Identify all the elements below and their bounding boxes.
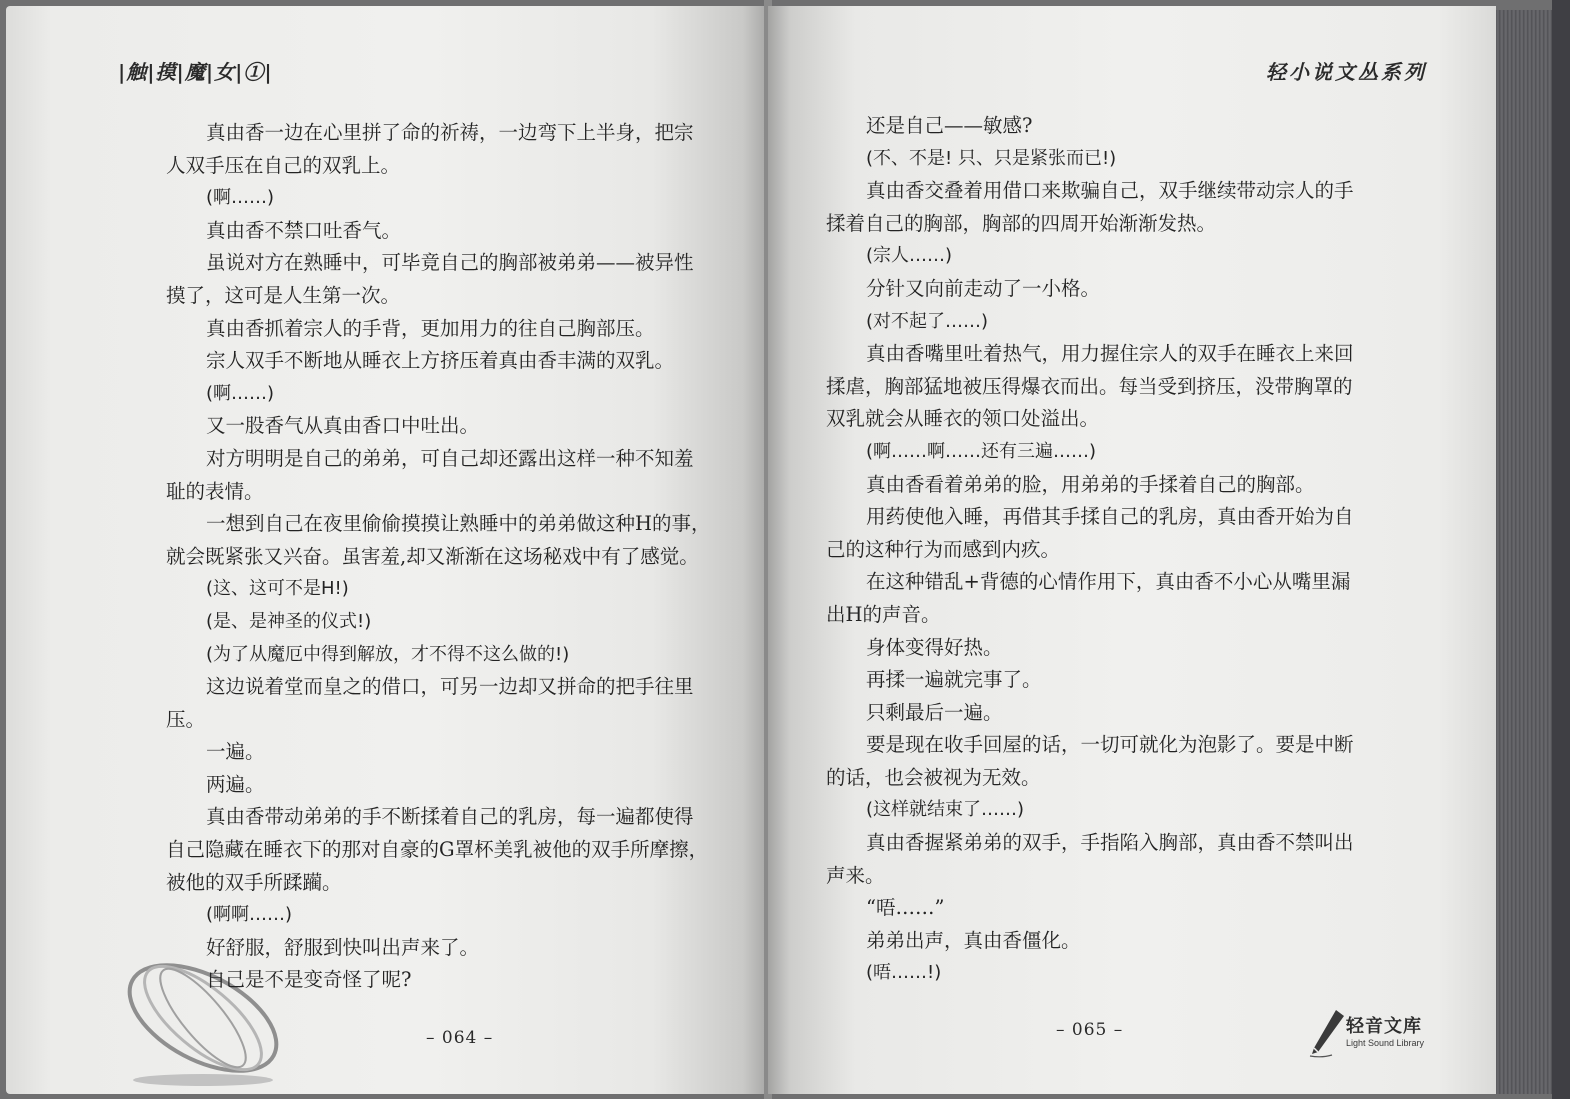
text-line: 真由香嘴里吐着热气，用力握住宗人的双手在睡衣上来回 — [866, 342, 1354, 366]
text-line: 对方明明是自己的弟弟，可自己却还露出这样一种不知羞 — [206, 446, 694, 470]
publisher-logo — [1306, 1008, 1436, 1060]
text-line: 再揉一遍就完事了。 — [866, 668, 1042, 692]
pen-nib-icon — [1306, 1008, 1346, 1060]
text-line: 压。 — [166, 707, 206, 731]
text-line: 真由香抓着宗人的手背，更加用力的往自己胸部压。 — [206, 316, 655, 340]
text-line: 要是现在收手回屋的话，一切可就化为泡影了。要是中断 — [866, 733, 1354, 757]
text-line: 一想到自己在夜里偷偷摸摸让熟睡中的弟弟做这种H的事， — [206, 512, 711, 536]
text-line: (是、是神圣的仪式!) — [206, 610, 372, 632]
text-line: 人双手压在自己的双乳上。 — [166, 153, 401, 177]
text-line: 用药使他入睡，再借其手揉自己的乳房，真由香开始为自 — [866, 505, 1354, 529]
text-line: 揉着自己的胸部，胸部的四周开始渐渐发热。 — [826, 211, 1217, 235]
text-line: (宗人……) — [866, 245, 953, 267]
logo-title: 轻音文库 — [1346, 1016, 1422, 1037]
text-line: 又一股香气从真由香口中吐出。 — [206, 414, 480, 438]
text-line: 真由香交叠着用借口来欺骗自己，双手继续带动宗人的手 — [866, 179, 1354, 203]
text-line: 弟弟出声，真由香僵化。 — [866, 928, 1081, 952]
text-line: (这、这可不是H!) — [206, 578, 349, 600]
text-line: (对不起了……) — [866, 310, 989, 332]
text-line: 摸了，这可是人生第一次。 — [166, 283, 401, 307]
right-page-text — [826, 110, 1388, 990]
text-line: 出H的声音。 — [826, 602, 941, 626]
text-line: (这样就结束了……) — [866, 799, 1025, 821]
text-line: 双乳就会从睡衣的领口处溢出。 — [826, 407, 1100, 431]
book-cover-edge — [1552, 0, 1570, 1099]
text-line: (啊……) — [206, 382, 275, 404]
text-line: 还是自己——敏感? — [866, 114, 1033, 137]
text-line: 在这种错乱+背德的心情作用下，真由香不小心从嘴里漏 — [866, 570, 1351, 594]
text-line: 声来。 — [826, 863, 885, 887]
text-line: “唔……” — [866, 896, 945, 920]
text-line: (唔……!) — [866, 962, 942, 984]
right-page-number: – 065 – — [1056, 1020, 1124, 1040]
text-line: 真由香不禁口吐香气。 — [206, 218, 402, 242]
text-line: 己的这种行为而感到内疚。 — [826, 537, 1061, 561]
text-line: 好舒服，舒服到快叫出声来了。 — [206, 935, 480, 959]
text-line: 身体变得好热。 — [866, 635, 1003, 659]
text-line: 耻的表情。 — [166, 479, 264, 503]
text-line: (为了从魔厄中得到解放，才不得不这么做的!) — [206, 643, 570, 665]
text-line: 真由香看着弟弟的脸，用弟弟的手揉着自己的胸部。 — [866, 472, 1315, 496]
text-line: 真由香一边在心里拼了命的祈祷，一边弯下上半身，把宗 — [206, 121, 694, 144]
text-line: 就会既紧张又兴奋。虽害羞,却又渐渐在这场秘戏中有了感觉。 — [166, 544, 699, 568]
text-line: 真由香握紧弟弟的双手，手指陷入胸部，真由香不禁叫出 — [866, 831, 1354, 855]
text-line: (啊……啊……还有三遍……) — [866, 440, 1097, 462]
text-line: 分针又向前走动了一小格。 — [866, 276, 1101, 300]
left-page-text — [166, 117, 734, 997]
text-line: 虽说对方在熟睡中，可毕竟自己的胸部被弟弟——被异性 — [206, 251, 694, 275]
text-line: 自己是不是变奇怪了呢? — [206, 968, 412, 992]
text-line: 这边说着堂而皇之的借口，可另一边却又拼命的把手往里 — [206, 675, 694, 699]
text-line: 被他的双手所蹂躏。 — [166, 870, 342, 894]
text-line: 的话，也会被视为无效。 — [826, 765, 1041, 789]
text-line: 只剩最后一遍。 — [866, 700, 1003, 724]
text-line: 自己隐藏在睡衣下的那对自豪的G罩杯美乳被他的双手所摩擦， — [166, 838, 709, 862]
right-running-head: 轻小说文丛系列 — [1266, 60, 1427, 84]
text-line: 真由香带动弟弟的手不断揉着自己的乳房，每一遍都使得 — [206, 805, 694, 829]
text-line: 宗人双手不断地从睡衣上方挤压着真由香丰满的双乳。 — [206, 349, 675, 373]
logo-subtitle: Light Sound Library — [1346, 1038, 1425, 1048]
text-line: (啊……) — [206, 187, 275, 209]
text-line: 一遍。 — [206, 740, 265, 764]
text-line: 两遍。 — [206, 772, 265, 796]
text-line: 揉虐，胸部猛地被压得爆衣而出。每当受到挤压，没带胸罩的 — [826, 374, 1353, 398]
left-page-number: – 064 – — [426, 1028, 494, 1048]
text-line: (不、不是! 只、只是紧张而已!) — [866, 147, 1117, 169]
left-running-head: |触|摸|魔|女|①| — [118, 60, 273, 84]
text-line: (啊啊……) — [206, 904, 293, 926]
